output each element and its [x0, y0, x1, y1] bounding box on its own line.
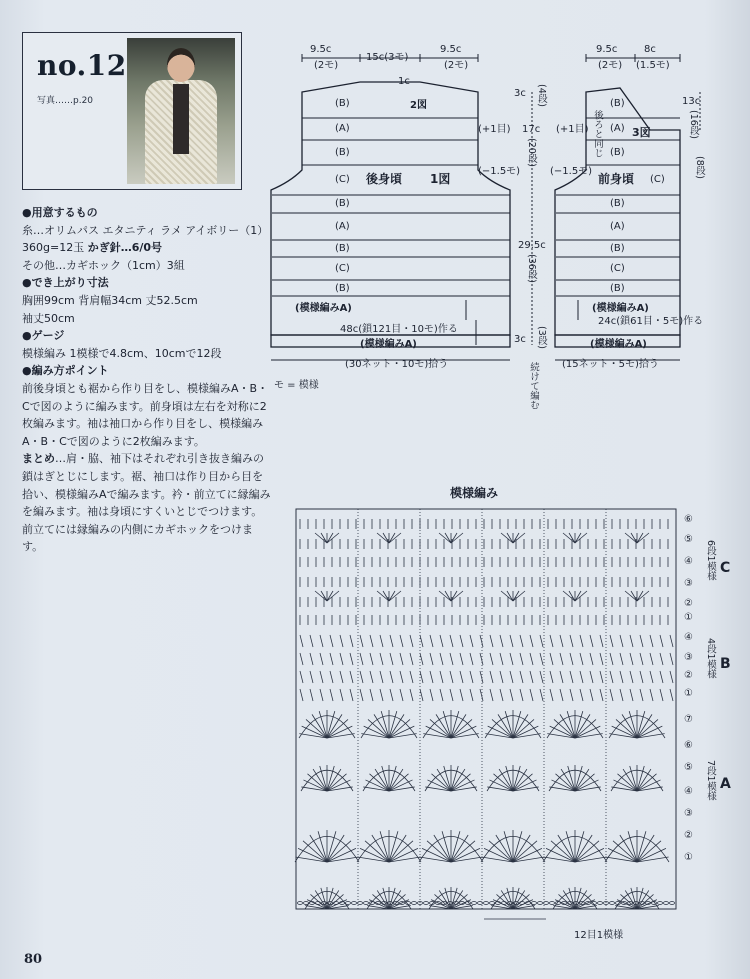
- chart-row-c6: ⑥: [684, 514, 693, 525]
- points-p2: まとめ…肩・脇、袖下はそれぞれ引き抜き編みの鎖はぎとじにします。裾、袖口は作り目から目を拾い、模様編みAで編みます。衿・前立てに縁編みを編みます。袖は身頃にすくいとじでつけます。前立てには縁編みの内側にカギホックをつけます。: [22, 452, 271, 554]
- front-row-6: (A): [610, 221, 625, 232]
- back-row-9: (B): [335, 283, 350, 294]
- front-top-dim-right-motif: (1.5モ): [636, 60, 670, 71]
- back-row-4: (C): [335, 174, 350, 185]
- back-row-2: (A): [335, 123, 350, 134]
- center-body-dim: 29.5c: [518, 240, 546, 251]
- front-right-rows-2: (8段): [694, 156, 705, 179]
- chart-section-b-note: 4段1模様: [705, 638, 716, 679]
- chart-row-b4: ④: [684, 632, 693, 643]
- center-top-rows: (4段): [536, 84, 547, 107]
- fig1-label: 1図: [430, 172, 451, 186]
- pattern-number: no.12: [37, 49, 127, 82]
- front-row-9: (B): [610, 283, 625, 294]
- back-top-dim-left: 9.5c: [310, 44, 332, 55]
- back-row-8: (C): [335, 263, 350, 274]
- fig3-label: 3図: [632, 126, 651, 139]
- back-top-dim-left-motif: (2モ): [314, 60, 339, 71]
- size-line1: 胸囲99cm 背肩幅34cm 丈52.5cm: [22, 293, 198, 307]
- front-armhole-decrease: (−1.5モ): [550, 166, 593, 177]
- front-body-title: 前身頃: [598, 172, 635, 186]
- front-cast-on: 24c(鎖61目・5モ)作る: [598, 316, 704, 327]
- chart-row-c1: ①: [684, 612, 693, 623]
- front-top-dim-left-motif: (2モ): [598, 60, 623, 71]
- crochet-chart: [290, 505, 680, 920]
- chart-repeat-label: 12目1模様: [574, 930, 624, 941]
- back-band-a: (模様編みA): [295, 303, 352, 314]
- back-top-dim-center: 15c(3モ): [366, 52, 409, 63]
- center-top-dim: 3c: [514, 88, 526, 99]
- front-row-3: (B): [610, 147, 625, 158]
- size-heading: ●でき上がり寸法: [22, 276, 109, 290]
- chart-row-a7: ⑦: [684, 714, 693, 725]
- chart-row-a1: ①: [684, 852, 693, 863]
- chart-section-b: B: [720, 656, 731, 672]
- back-row-6: (A): [335, 221, 350, 232]
- chart-row-a4: ④: [684, 786, 693, 797]
- materials-heading: ●用意するもの: [22, 206, 98, 219]
- points-p1: 前後身頃とも裾から作り目をし、模様編みA・B・Cで図のように編みます。前身頃は左右を対称に2枚編みます。袖は袖口から作り目をし、模様編みA・B・Cで図のように2枚編みます。: [22, 381, 269, 448]
- front-right-rows: (16段): [688, 110, 699, 140]
- back-neck-dim: 1c: [398, 76, 410, 87]
- center-armhole-rows: (20段): [526, 138, 537, 168]
- chart-title: 模様編み: [450, 486, 499, 500]
- front-bottom-band: (模様編みA): [590, 339, 647, 350]
- chart-row-a6: ⑥: [684, 740, 693, 751]
- size-line2: 袖丈50cm: [22, 311, 75, 325]
- chart-row-c4: ④: [684, 556, 693, 567]
- page-number: 80: [24, 952, 43, 967]
- back-top-dim-right: 9.5c: [440, 44, 462, 55]
- chart-row-c3: ③: [684, 578, 693, 589]
- center-armhole-dim: 17c: [522, 124, 541, 135]
- front-back-note: 後ろと同じ: [592, 110, 603, 158]
- front-band-a: (模様編みA): [592, 303, 649, 314]
- front-row-8: (C): [610, 263, 625, 274]
- center-bottom-dim: 3c: [514, 334, 526, 345]
- back-pickup: (30ネット・10モ)拾う: [345, 359, 449, 370]
- back-row-1: (B): [335, 98, 350, 109]
- chart-section-a-note: 7段1模様: [705, 760, 716, 801]
- front-right-dim: 13c: [682, 96, 701, 107]
- chart-section-a: A: [720, 776, 731, 792]
- points-heading: ●編み方ポイント: [22, 364, 109, 378]
- front-pickup: (15ネット・5モ)拾う: [562, 359, 659, 370]
- legend-motif: モ = 模様: [274, 380, 319, 391]
- gauge-line: 模様編み 1模様で4.8cm、10cmで12段: [22, 346, 222, 360]
- chart-row-a3: ③: [684, 808, 693, 819]
- back-row-3: (B): [335, 147, 350, 158]
- center-bottom-rows: (3段): [536, 326, 547, 349]
- back-armhole-decrease: (−1.5モ): [478, 166, 521, 177]
- chart-row-b2: ②: [684, 670, 693, 681]
- front-top-dim-right: 8c: [644, 44, 656, 55]
- chart-row-b1: ①: [684, 688, 693, 699]
- photo-reference: 写真……p.20: [37, 96, 94, 106]
- chart-section-c-note: 6段1模様: [705, 540, 716, 581]
- gauge-heading: ●ゲージ: [22, 329, 65, 343]
- fig2-label: 2図: [410, 100, 427, 111]
- back-bottom-band: (模様編みA): [360, 339, 417, 350]
- front-row-2: (A): [610, 123, 625, 134]
- materials-yarn: 糸…オリムパス エタニティ ラメ アイボリー（1）360g=12玉 かぎ針…6/0号: [22, 223, 269, 255]
- front-top-dim-left: 9.5c: [596, 44, 618, 55]
- chart-row-c2: ②: [684, 598, 693, 609]
- front-row-7: (B): [610, 243, 625, 254]
- continue-note: 続けて編む: [528, 362, 539, 410]
- front-row-4: (C): [650, 174, 665, 185]
- chart-row-c5: ⑤: [684, 534, 693, 545]
- front-armhole-increase: (+1目): [556, 124, 589, 135]
- back-body-title: 後身頃: [366, 172, 403, 186]
- back-armhole-increase: (+1目): [478, 124, 511, 135]
- front-row-1: (B): [610, 98, 625, 109]
- chart-row-a5: ⑤: [684, 762, 693, 773]
- materials-other: その他…カギホック（1cm）3組: [22, 258, 185, 272]
- back-cast-on: 48c(鎖121目・10モ)作る: [340, 324, 458, 335]
- front-row-5: (B): [610, 198, 625, 209]
- back-row-7: (B): [335, 243, 350, 254]
- back-top-dim-right-motif: (2モ): [444, 60, 469, 71]
- back-row-5: (B): [335, 198, 350, 209]
- center-body-rows: (36段): [526, 254, 537, 284]
- chart-row-b3: ③: [684, 652, 693, 663]
- chart-row-a2: ②: [684, 830, 693, 841]
- chart-section-c: C: [720, 560, 731, 576]
